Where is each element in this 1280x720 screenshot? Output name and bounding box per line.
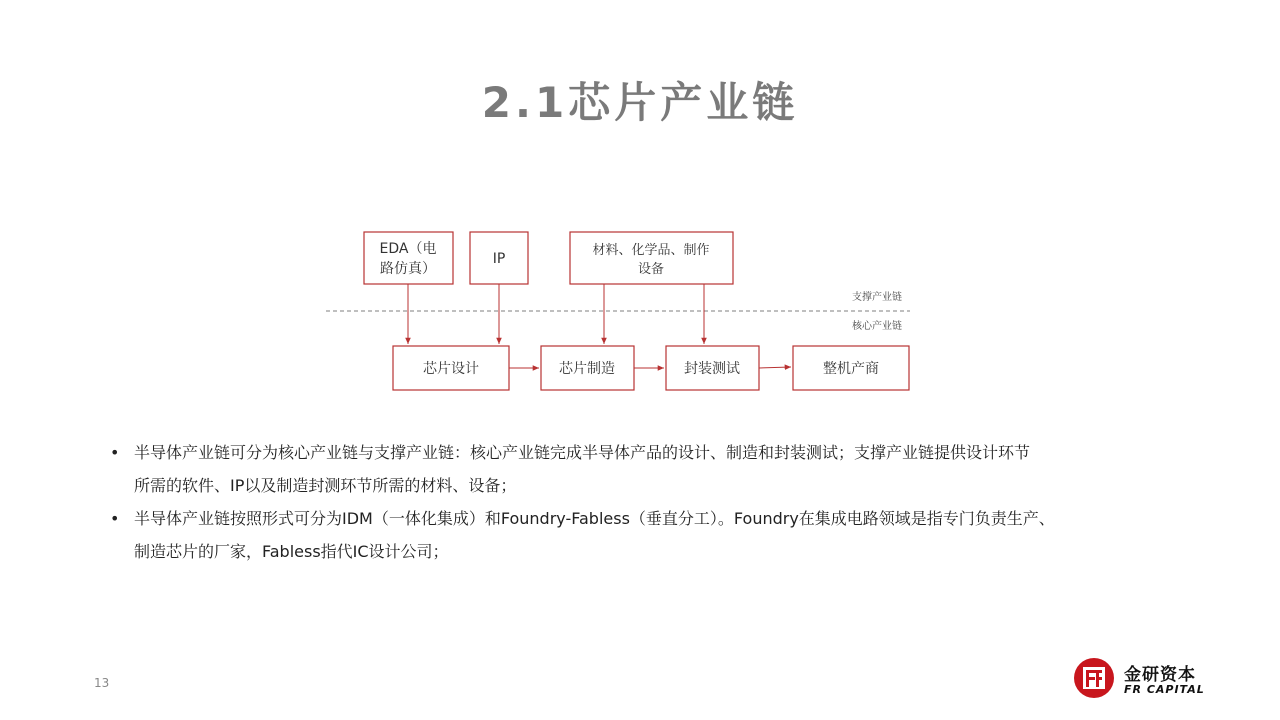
bullet-text-line: 所需的软件、IP以及制造封测环节所需的材料、设备； (134, 476, 517, 495)
support-box-materials (570, 232, 733, 284)
bullet-list (108, 436, 1188, 568)
core-box-manufacturing-label: 芯片制造 (559, 361, 615, 377)
logo-chinese-name: 金研资本 (1124, 665, 1196, 685)
core-box-oem (793, 346, 909, 390)
bullet-text-line: 制造芯片的厂家，Fabless指代IC设计公司； (134, 542, 449, 561)
support-box-materials-line1: 材料、化学品、制作 (592, 243, 710, 258)
core-box-oem-label: 整机产商 (823, 361, 879, 377)
bullet-text-line: 半导体产业链可分为核心产业链与支撑产业链：核心产业链完成半导体产品的设计、制造和封装测试；支撑产业链提供设计环节 (134, 443, 1031, 462)
core-box-design (393, 346, 509, 390)
support-box-eda (364, 232, 453, 284)
bullet-item (108, 502, 1188, 568)
bullet-dot: • (110, 443, 120, 462)
bullet-text-line: 半导体产业链按照形式可分为IDM（一体化集成）和Foundry-Fabless（垂直分工）。Foundry在集成电路领域是指专门负责生产、 (134, 509, 1055, 528)
label-support-chain: 支撑产业链 (852, 292, 902, 303)
core-box-packaging (666, 346, 759, 390)
core-box-design-label: 芯片设计 (423, 361, 479, 377)
page-number: 13 (94, 676, 110, 690)
support-box-eda-line2: 路仿真） (380, 261, 436, 277)
support-box-materials-line2: 设备 (637, 262, 665, 277)
bullet-dot: • (110, 509, 120, 528)
support-box-eda-line1: EDA（电 (379, 241, 437, 257)
support-box-ip-line1: IP (492, 251, 506, 267)
support-box-ip (470, 232, 528, 284)
label-core-chain: 核心产业链 (852, 321, 902, 332)
page-title: 2.1芯片产业链 (481, 78, 799, 127)
core-box-packaging-label: 封装测试 (684, 361, 740, 377)
core-box-manufacturing (541, 346, 634, 390)
arrow-packaging-to-oem (759, 367, 791, 368)
bullet-item (108, 436, 1188, 502)
fr-capital-logo-icon (1072, 656, 1116, 700)
logo-english-name: FR CAPITAL (1124, 683, 1205, 696)
company-logo (1072, 656, 1212, 704)
